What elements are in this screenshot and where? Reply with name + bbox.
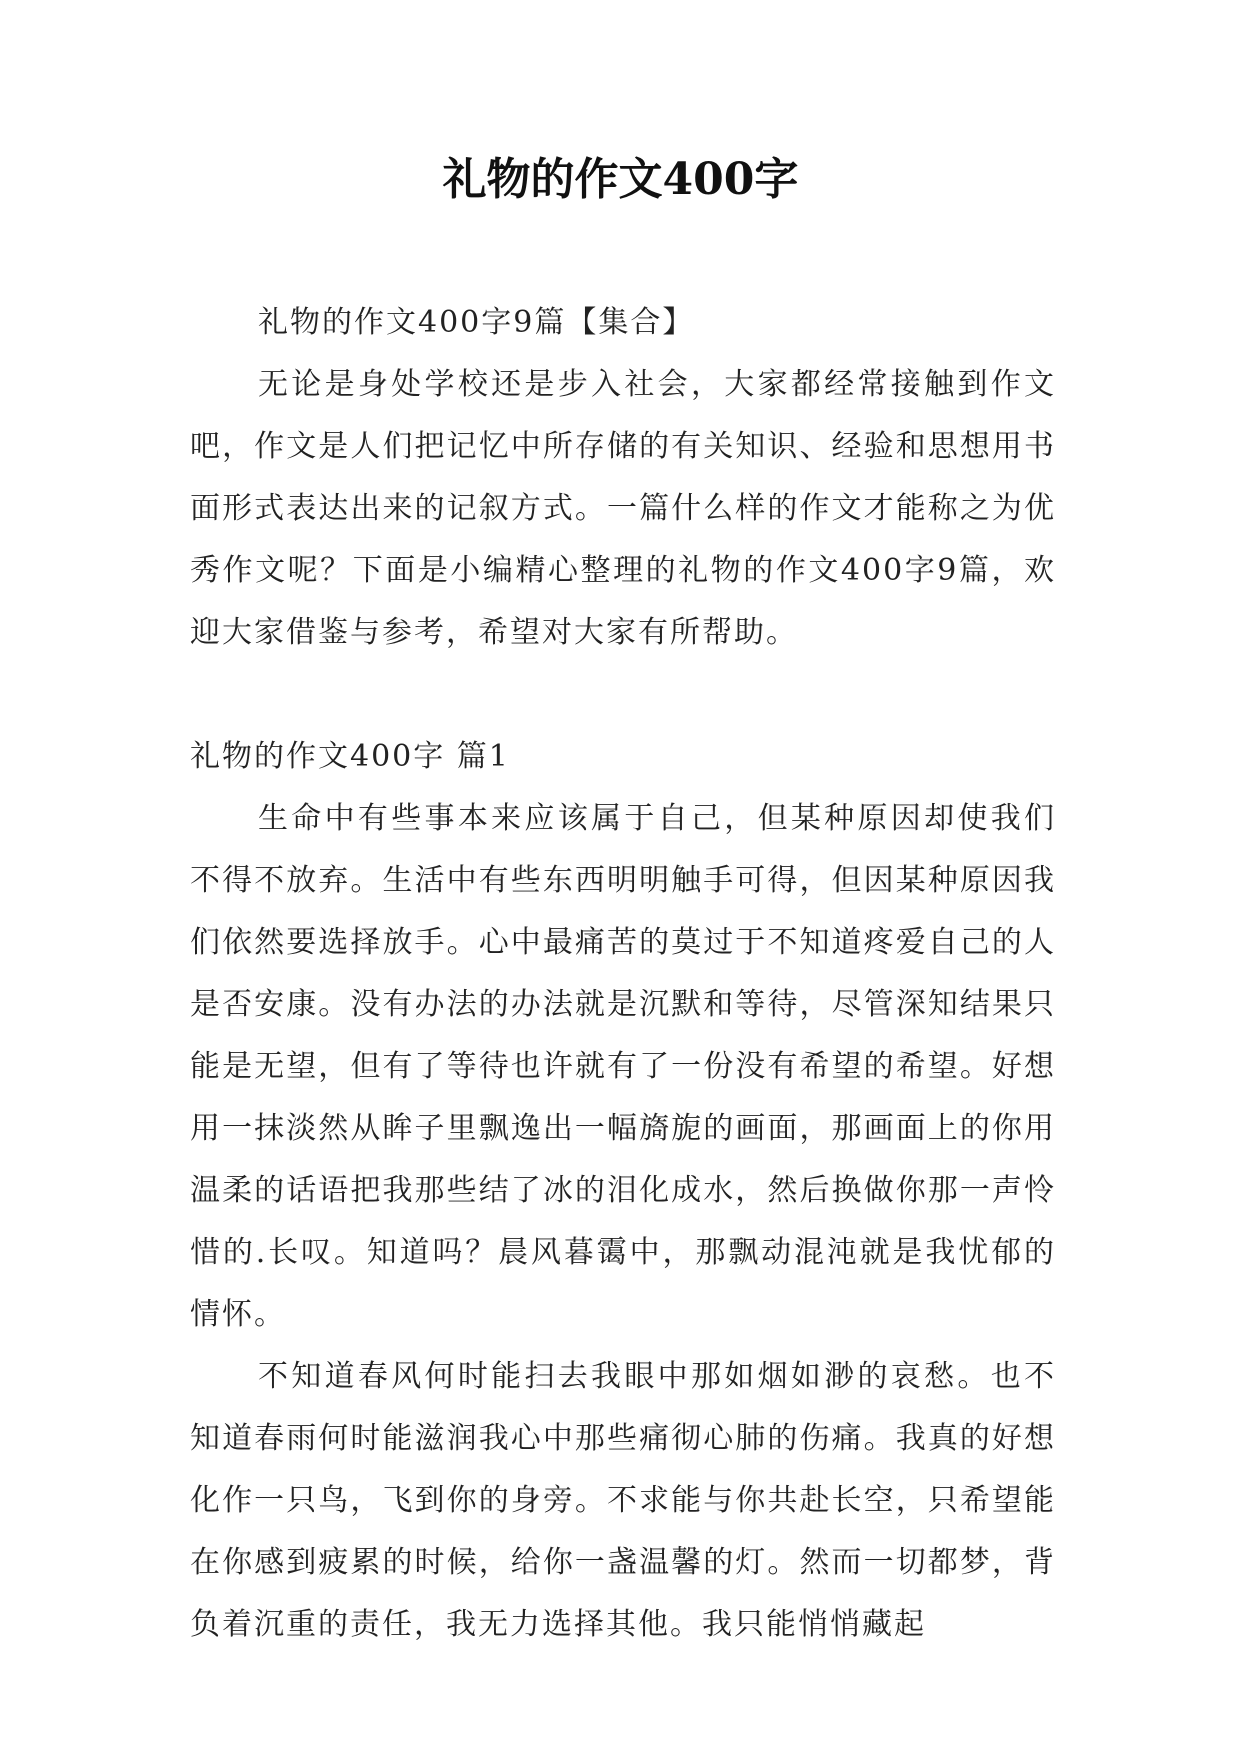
document-subtitle: 礼物的作文400字9篇【集合】 (258, 305, 695, 340)
intro-paragraph: 无论是身处学校还是步入社会，大家都经常接触到作文吧，作文是人们把记忆中所存储的有关知识、经验和思想用书面形式表达出来的记叙方式。一篇什么样的作文才能称之为优秀作文呢？下面是小编精心整理的礼物的作文400字9篇，欢迎大家借鉴与参考，希望对大家有所帮助。 (190, 367, 1056, 650)
body-paragraph-1: 生命中有些事本来应该属于自己，但某种原因却使我们不得不放弃。生活中有些东西明明触手可得，但因某种原因我们依然要选择放手。心中最痛苦的莫过于不知道疼爱自己的人是否安康。没有办法的办法就是沉默和等待，尽管深知结果只能是无望，但有了等待也许就有了一份没有希望的希望。好想用一抹淡然从眸子里飘逸出一幅旖旎的画面，那画面上的你用温柔的话语把我那些结了冰的泪化成水，然后换做你那一声怜惜的.长叹。知道吗？晨风暮霭中，那飘动混沌就是我忧郁的情怀。 (190, 801, 1056, 1332)
body-paragraph-2: 不知道春风何时能扫去我眼中那如烟如渺的哀愁。也不知道春雨何时能滋润我心中那些痛彻心肺的伤痛。我真的好想化作一只鸟，飞到你的身旁。不求能与你共赴长空，只希望能在你感到疲累的时候，给你一盏温馨的灯。然而一切都梦，背负着沉重的责任，我无力选择其他。我只能悄悄藏起 (190, 1359, 1056, 1642)
document-body (190, 292, 1056, 1656)
section-heading: 礼物的作文400字 篇1 (190, 739, 510, 774)
document-title: 礼物的作文400字 (442, 154, 799, 205)
